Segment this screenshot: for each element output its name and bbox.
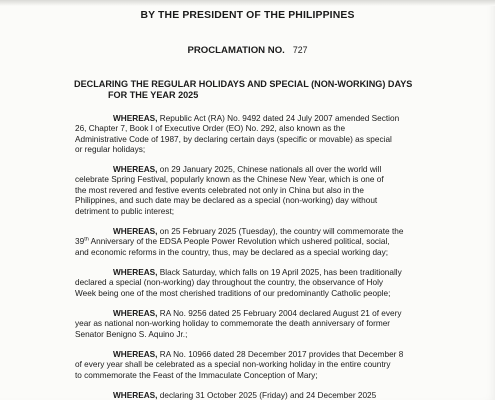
clause-line: Week being one of the most cherished traditions of our predominantly Catholic people; [75, 288, 391, 298]
clause-line: detriment to public interest; [75, 206, 175, 216]
proclamation-number: 727 [292, 45, 308, 55]
clause-lead: WHEREAS, [113, 309, 158, 318]
title-line-1: DECLARING THE REGULAR HOLIDAYS AND SPECIAL (NON-WORKING) DAYS [74, 79, 413, 89]
clause-line: of every year shall be celebrated as a special non-working holiday in the entire country [75, 360, 391, 370]
whereas-clause-4 [75, 268, 465, 299]
whereas-clause-5 [75, 309, 465, 340]
clause-line: WHEREAS, RA No. 9256 dated 25 February 2004 declared August 21 of every [113, 309, 402, 318]
clause-line: year as national non-working holiday to commemorate the death anniversary of former [75, 319, 391, 329]
whereas-clause-6 [75, 350, 465, 381]
clause-line: to commemorate the Feast of the Immaculate Conception of Mary; [75, 370, 318, 380]
page-edge [0, 0, 495, 6]
clause-line: or regular holidays; [75, 145, 146, 155]
whereas-clause-2 [75, 165, 465, 217]
clause-line: 26, Chapter 7, Book I of Executive Order (EO) No. 292, also known as the [75, 124, 346, 134]
clause-line: and economic reforms in the country, thus, may be declared as a special working day; [75, 247, 389, 257]
clause-lead: WHEREAS, [113, 350, 158, 359]
whereas-clause-3 [75, 227, 465, 258]
clause-line: WHEREAS, declaring 31 October 2025 (Friday) and 24 December 2025 [113, 391, 377, 400]
whereas-clause-1 [75, 114, 465, 156]
clause-lead: WHEREAS, [113, 391, 158, 400]
clause-lead: WHEREAS, [113, 114, 158, 123]
clause-line: Senator Benigno S. Aquino Jr.; [75, 329, 188, 339]
clause-lead: WHEREAS, [113, 227, 158, 236]
clause-line: celebrate Spring Festival, popularly known as the Chinese New Year, which is one of [75, 175, 384, 185]
clause-lead: WHEREAS, [113, 268, 158, 277]
clause-line: Administrative Code of 1987, by declaring certain days (specific or movable) as special [75, 134, 392, 144]
clause-line: WHEREAS, RA No. 10966 dated 28 December 2017 provides that December 8 [113, 350, 404, 359]
clause-line: WHEREAS, Republic Act (RA) No. 9492 dated 24 July 2007 amended Section [113, 114, 400, 123]
clause-line: 39th Anniversary of the EDSA People Power Revolution which ushered political, social, [75, 237, 390, 247]
clause-line: WHEREAS, on 25 February 2025 (Tuesday), the country will commemorate the [113, 227, 404, 236]
proclamation-number-line [0, 45, 495, 56]
whereas-clause-7 [75, 391, 465, 400]
clause-line: Philippines, and such date may be declared as a special (non-working) day without [75, 196, 378, 206]
title-line-2: FOR THE YEAR 2025 [108, 89, 199, 100]
document-header: BY THE PRESIDENT OF THE PHILIPPINES [140, 10, 355, 21]
clause-line: the most revered and festive events celebrated not only in China but also in the [75, 185, 364, 195]
proclamation-title [74, 79, 474, 100]
clause-line: declared a special (non-working) day throughout the country, the observance of Holy [75, 278, 384, 288]
clause-line: WHEREAS, on 29 January 2025, Chinese nationals all over the world will [113, 165, 382, 174]
proclamation-label: PROCLAMATION NO. [187, 45, 285, 56]
clause-line: WHEREAS, Black Saturday, which falls on 19 April 2025, has been traditionally [113, 268, 402, 277]
clause-lead: WHEREAS, [113, 165, 158, 174]
